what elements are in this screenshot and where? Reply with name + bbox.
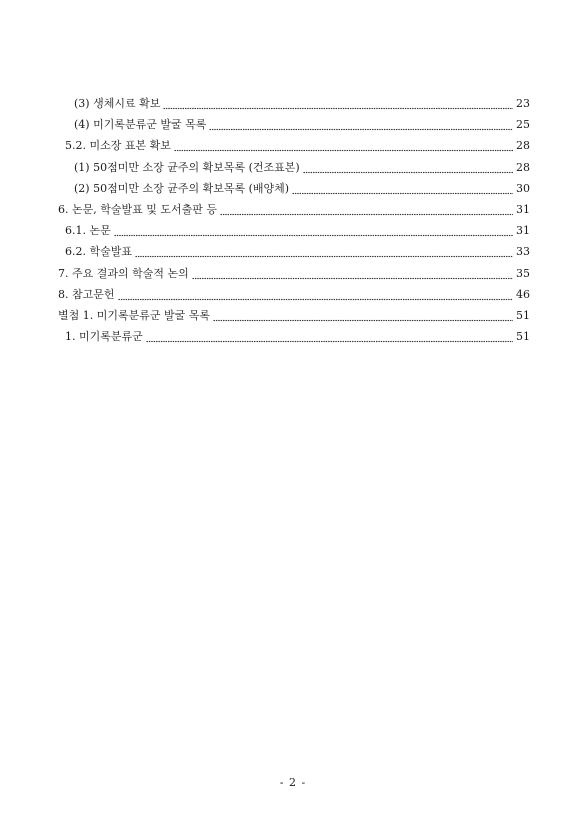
table-of-contents <box>58 93 530 347</box>
toc-entry[interactable] <box>58 305 530 326</box>
toc-entry-page: 33 <box>516 245 530 259</box>
toc-entry[interactable] <box>58 178 530 199</box>
toc-entry-title: 5.2. 미소장 표본 확보 <box>65 139 171 153</box>
toc-leader-dots <box>292 181 513 195</box>
toc-leader-dots <box>209 117 513 131</box>
toc-entry-page: 30 <box>516 181 530 195</box>
toc-entry-title: 1. 미기록분류군 <box>65 330 143 344</box>
toc-entry-page: 25 <box>516 118 530 132</box>
toc-entry-page: 31 <box>516 224 530 238</box>
toc-leader-dots <box>163 96 513 110</box>
toc-entry-title: 6.2. 학술발표 <box>65 245 132 259</box>
toc-entry[interactable] <box>58 263 530 284</box>
toc-entry-title: (3) 생체시료 확보 <box>74 97 161 110</box>
toc-entry-title: 8. 참고문헌 <box>58 287 115 301</box>
toc-entry[interactable] <box>58 220 530 241</box>
toc-entry-title: 7. 주요 결과의 학술적 논의 <box>58 266 189 280</box>
toc-entry-title: (2) 50점미만 소장 균주의 확보목록 (배양체) <box>74 181 290 195</box>
toc-entry[interactable] <box>58 284 530 305</box>
toc-entry-page: 23 <box>516 97 530 110</box>
toc-entry-page: 35 <box>516 266 530 280</box>
toc-leader-dots <box>303 160 513 174</box>
page-number: - 2 - <box>279 776 307 789</box>
toc-entry[interactable] <box>58 199 530 220</box>
toc-entry-title: 별첨 1. 미기록분류군 발굴 목록 <box>58 308 210 322</box>
toc-entry[interactable] <box>58 93 530 114</box>
toc-entry-page: 51 <box>516 308 530 322</box>
toc-entry[interactable] <box>58 326 530 347</box>
toc-leader-dots <box>146 329 513 343</box>
toc-leader-dots <box>118 287 514 301</box>
toc-leader-dots <box>135 244 513 258</box>
toc-entry-title: (1) 50점미만 소장 균주의 확보목록 (건조표본) <box>74 160 300 174</box>
toc-leader-dots <box>220 202 513 216</box>
toc-entry-page: 31 <box>516 202 530 216</box>
toc-leader-dots <box>192 266 513 280</box>
toc-entry-page: 46 <box>516 287 530 301</box>
toc-leader-dots <box>114 223 513 237</box>
toc-entry-title: (4) 미기록분류군 발굴 목록 <box>74 118 207 132</box>
toc-entry-title: 6.1. 논문 <box>65 224 111 238</box>
toc-leader-dots <box>174 138 513 152</box>
toc-entry[interactable] <box>58 114 530 135</box>
toc-leader-dots <box>213 308 513 322</box>
toc-entry-page: 28 <box>516 160 530 174</box>
toc-entry-title: 6. 논문, 학술발표 및 도서출판 등 <box>58 202 217 216</box>
toc-entry-page: 28 <box>516 139 530 153</box>
toc-entry[interactable] <box>58 157 530 178</box>
toc-entry-page: 51 <box>516 330 530 344</box>
toc-entry[interactable] <box>58 241 530 262</box>
toc-entry[interactable] <box>58 135 530 156</box>
